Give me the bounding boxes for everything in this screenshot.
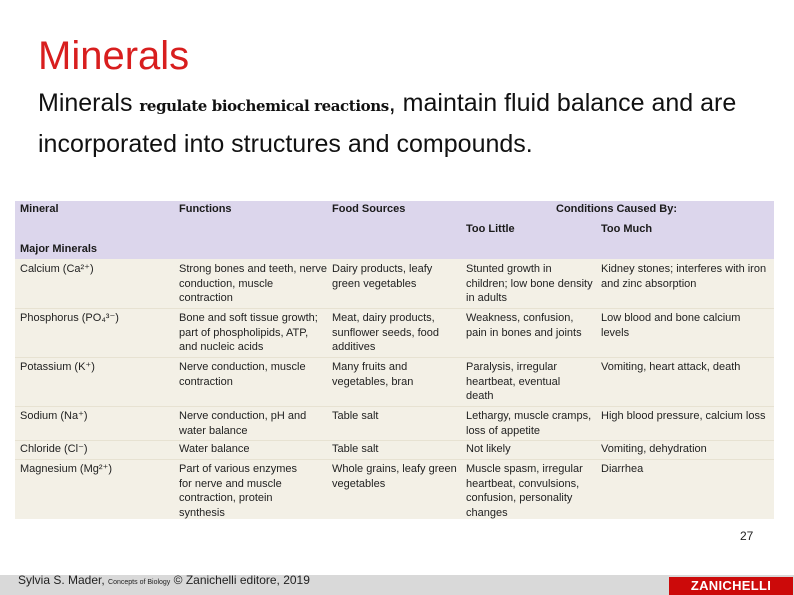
cell-food: Dairy products, leafy green vegetables [332, 263, 433, 290]
row-divider [15, 440, 774, 441]
cell-food: Meat, dairy products, sunflower seeds, food additives [332, 312, 440, 353]
cell-food: Whole grains, leafy green vegetables [332, 463, 457, 490]
header-functions: Functions [179, 203, 232, 215]
row-divider [15, 406, 774, 407]
footer-book-title: Concepts of Biology [108, 579, 171, 586]
page-number: 27 [740, 529, 754, 543]
header-mineral: Mineral [20, 203, 59, 215]
intro-part-1: Minerals [38, 89, 140, 117]
header-food-sources: Food Sources [332, 203, 406, 215]
intro-part-2: regulate biochemical reactions [139, 97, 389, 115]
cell-functions: Water balance [179, 443, 250, 455]
header-too-little: Too Little [466, 223, 515, 235]
cell-too-little: Not likely [466, 443, 511, 455]
row-divider [15, 308, 774, 309]
cell-too-much: Low blood and bone calcium levels [601, 312, 741, 339]
cell-food: Many fruits and vegetables, bran [332, 361, 414, 388]
cell-too-much: Vomiting, dehydration [601, 443, 707, 455]
cell-too-little: Lethargy, muscle cramps, loss of appetite [466, 410, 592, 437]
cell-functions: Part of various enzymes for nerve and muscle contraction, protein synthesis [179, 463, 297, 519]
header-major-minerals: Major Minerals [20, 243, 98, 255]
cell-mineral: Chloride (Cl⁻) [20, 443, 88, 455]
cell-mineral: Phosphorus (PO₄³⁻) [20, 312, 119, 324]
cell-too-little: Weakness, confusion, pain in bones and joints [466, 312, 582, 339]
row-divider [15, 357, 774, 358]
cell-too-much: Kidney stones; interferes with iron and zinc absorption [601, 263, 767, 290]
footer-publisher: © Zanichelli editore, 2019 [170, 573, 310, 587]
intro-part-3: , maintain fluid balance and are incorporated into structures and compounds. [38, 89, 737, 158]
header-conditions: Conditions Caused By: [556, 203, 678, 215]
cell-functions: Nerve conduction, muscle contraction [179, 361, 306, 388]
footer-credit [18, 573, 310, 587]
minerals-table [15, 201, 774, 519]
header-too-much: Too Much [601, 223, 653, 235]
intro-text [38, 84, 768, 163]
cell-food: Table salt [332, 410, 379, 422]
cell-too-much: Diarrhea [601, 463, 644, 475]
cell-food: Table salt [332, 443, 379, 455]
row-divider [15, 459, 774, 460]
cell-too-little: Paralysis, irregular heartbeat, eventual death [466, 361, 561, 402]
cell-mineral: Calcium (Ca²⁺) [20, 263, 94, 275]
cell-functions: Strong bones and teeth, nerve conduction, muscle contraction [179, 263, 327, 304]
cell-too-much: Vomiting, heart attack, death [601, 361, 741, 373]
cell-functions: Bone and soft tissue growth; part of phospholipids, ATP, and nucleic acids [179, 312, 318, 353]
cell-too-little: Stunted growth in children; low bone density in adults [466, 263, 593, 304]
cell-mineral: Potassium (K⁺) [20, 361, 95, 373]
zanichelli-logo: ZANICHELLI [669, 577, 793, 595]
cell-mineral: Sodium (Na⁺) [20, 410, 88, 422]
cell-too-much: High blood pressure, calcium loss [601, 410, 766, 422]
cell-functions: Nerve conduction, pH and water balance [179, 410, 307, 437]
cell-too-little: Muscle spasm, irregular heartbeat, convulsions, confusion, personality changes [466, 463, 583, 519]
cell-mineral: Magnesium (Mg²⁺) [20, 463, 112, 475]
footer-author: Sylvia S. Mader, [18, 573, 109, 587]
slide-title: Minerals [38, 34, 190, 78]
